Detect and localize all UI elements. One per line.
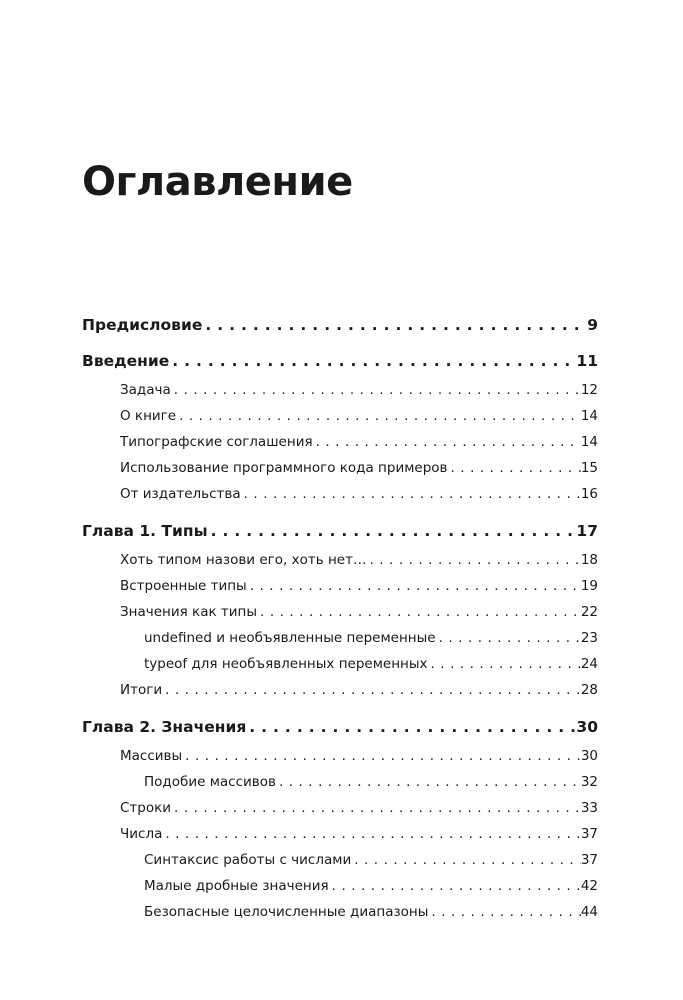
toc-entry-label: Встроенные типы [120, 578, 247, 594]
toc-entry-page: 9 [587, 316, 598, 334]
toc-leader-dots [179, 408, 581, 424]
toc-entry-label: undefined и необъявленные переменные [144, 630, 436, 646]
toc-leader-dots [174, 382, 581, 398]
page-title: Оглавление [82, 158, 353, 205]
toc-leader-dots [174, 800, 581, 816]
toc-leader-dots [185, 748, 581, 764]
toc-section-entry [120, 552, 598, 568]
toc-entry-page: 19 [580, 578, 598, 594]
toc-chapter-entry [82, 718, 598, 736]
toc-leader-dots [279, 774, 581, 790]
toc-entry-page: 23 [580, 630, 598, 646]
toc-entry-label: Типографские соглашения [120, 434, 313, 450]
toc-leader-dots [165, 826, 580, 842]
toc-section-entry [144, 904, 598, 920]
toc-entry-label: Предисловие [82, 316, 203, 334]
toc-leader-dots [369, 552, 580, 568]
toc-section-entry [120, 800, 598, 816]
toc-leader-dots [172, 352, 576, 370]
toc-entry-page: 17 [576, 522, 598, 540]
toc-entry-label: От издательства [120, 486, 241, 502]
toc-entry-label: Итоги [120, 682, 163, 698]
toc-entry-page: 14 [580, 408, 598, 424]
toc-section-entry [120, 434, 598, 450]
toc-leader-dots [244, 486, 581, 502]
toc-entry-label: Синтаксис работы с числами [144, 852, 352, 868]
toc-section-entry [144, 878, 598, 894]
toc-entry-page: 15 [580, 460, 598, 476]
toc-entry-label: Значения как типы [120, 604, 258, 620]
toc-entry-page: 14 [580, 434, 598, 450]
toc-entry-label: Глава 2. Значения [82, 718, 247, 736]
toc-entry-label: Подобие массивов [144, 774, 276, 790]
toc-chapter-entry [82, 316, 598, 334]
toc-leader-dots [211, 522, 577, 540]
toc-section-entry [144, 656, 598, 672]
toc-entry-page: 37 [580, 826, 598, 842]
toc-entry-label: Глава 1. Типы [82, 522, 208, 540]
toc-entry-label: Строки [120, 800, 172, 816]
toc-section-entry [120, 682, 598, 698]
toc-entry-page: 18 [580, 552, 598, 568]
toc-entry-page: 32 [580, 774, 598, 790]
toc-entry-label: Введение [82, 352, 170, 370]
toc-entry-page: 33 [580, 800, 598, 816]
toc-section-entry [120, 408, 598, 424]
toc-entry-page: 22 [580, 604, 598, 620]
toc-leader-dots [431, 656, 581, 672]
toc-leader-dots [165, 682, 581, 698]
toc-entry-label: Задача [120, 382, 171, 398]
toc-entry-label: typeof для необъявленных переменных [144, 656, 428, 672]
toc-entry-page: 28 [580, 682, 598, 698]
toc-entry-label: Хоть типом назови его, хоть нет… [120, 552, 367, 568]
toc-leader-dots [451, 460, 581, 476]
toc-entry-page: 44 [580, 904, 598, 920]
toc-section-entry [144, 852, 598, 868]
toc-section-entry [120, 826, 598, 842]
toc-section-entry [120, 604, 598, 620]
toc-section-entry [120, 382, 598, 398]
toc-entry-label: Использование программного кода примеров [120, 460, 448, 476]
toc-entry-label: Числа [120, 826, 163, 842]
toc-leader-dots [250, 578, 581, 594]
toc-leader-dots [332, 878, 581, 894]
toc-entry-label: Безопасные целочисленные диапазоны [144, 904, 429, 920]
toc-entry-page: 11 [576, 352, 598, 370]
toc-leader-dots [439, 630, 581, 646]
toc-section-entry [144, 630, 598, 646]
toc-leader-dots [431, 904, 580, 920]
toc-entry-label: О книге [120, 408, 177, 424]
toc-entry-label: Массивы [120, 748, 183, 764]
toc-entry-page: 16 [580, 486, 598, 502]
toc-entry-page: 24 [580, 656, 598, 672]
toc-chapter-entry [82, 352, 598, 370]
toc-entry-label: Малые дробные значения [144, 878, 329, 894]
toc-leader-dots [249, 718, 576, 736]
toc-leader-dots [316, 434, 581, 450]
toc-entry-page: 42 [580, 878, 598, 894]
toc-leader-dots [354, 852, 581, 868]
toc-leader-dots [205, 316, 587, 334]
toc-leader-dots [260, 604, 581, 620]
toc-section-entry [120, 460, 598, 476]
toc-section-entry [120, 578, 598, 594]
toc-entry-page: 30 [576, 718, 598, 736]
toc-section-entry [144, 774, 598, 790]
toc-entry-page: 12 [580, 382, 598, 398]
toc-entry-page: 37 [580, 852, 598, 868]
toc-chapter-entry [82, 522, 598, 540]
toc-section-entry [120, 486, 598, 502]
toc-entry-page: 30 [580, 748, 598, 764]
toc-section-entry [120, 748, 598, 764]
